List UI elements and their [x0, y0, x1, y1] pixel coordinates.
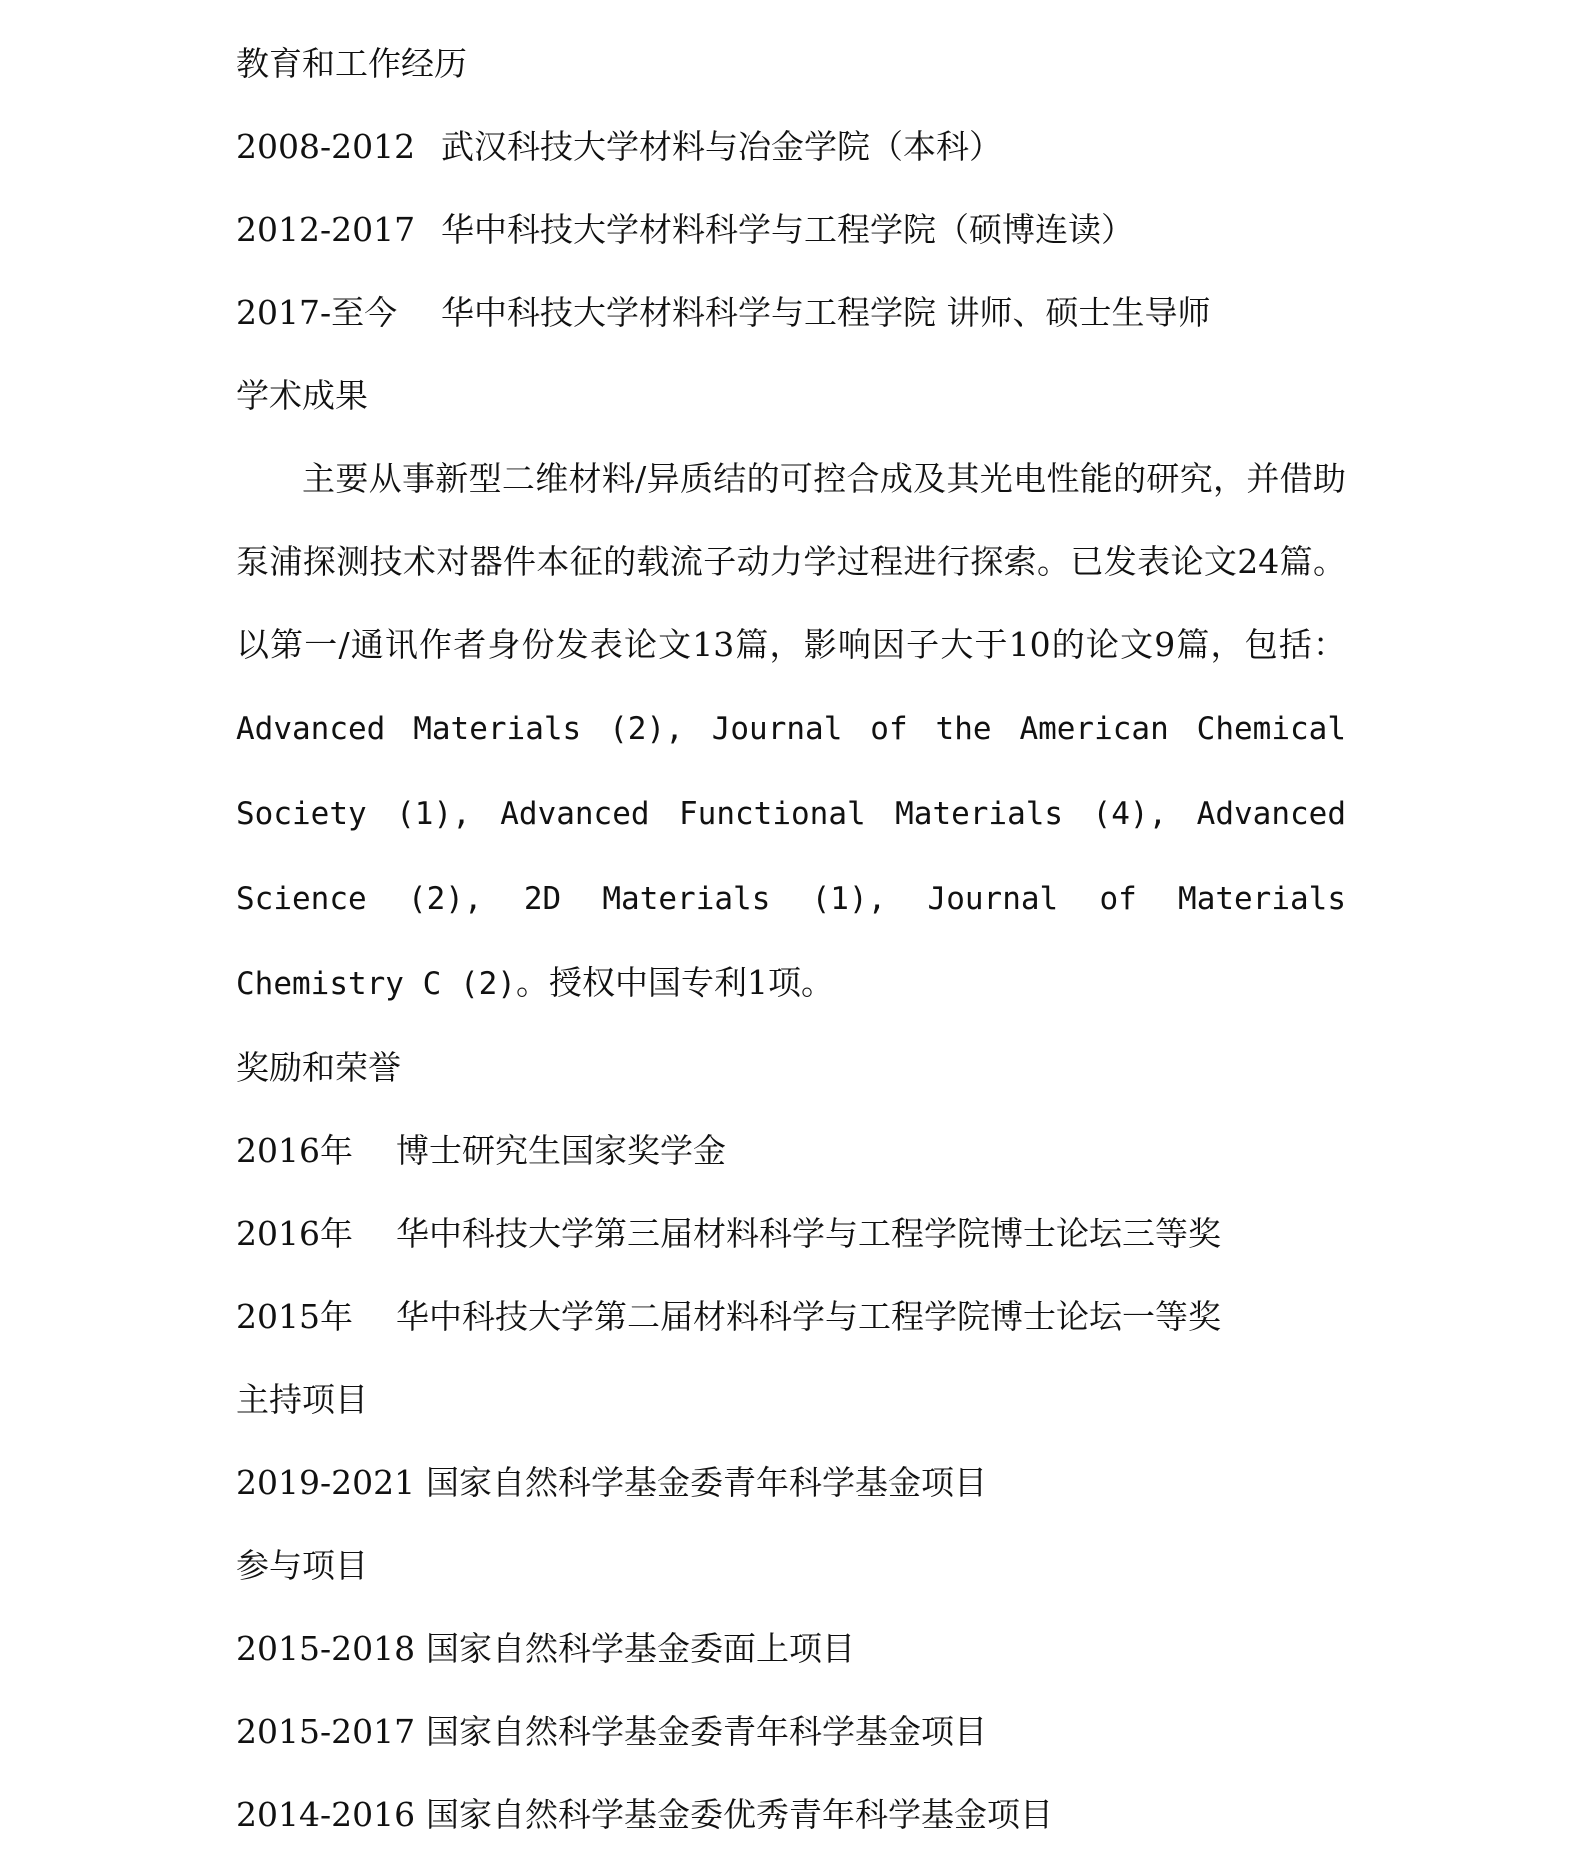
education-text: 武汉科技大学材料与冶金学院（本科） [441, 127, 1002, 166]
award-text: 华中科技大学第二届材料科学与工程学院博士论坛一等奖 [396, 1297, 1221, 1336]
project-years: 2015-2017 [236, 1712, 416, 1751]
hosted-project-entry [236, 1441, 1346, 1524]
achievements-paragraph [236, 437, 1346, 1026]
award-year: 2015年 [236, 1297, 353, 1336]
project-text: 国家自然科学基金委优秀青年科学基金项目 [426, 1795, 1053, 1834]
award-text: 华中科技大学第三届材料科学与工程学院博士论坛三等奖 [396, 1214, 1221, 1253]
project-text: 国家自然科学基金委青年科学基金项目 [426, 1712, 987, 1751]
project-text: 国家自然科学基金委青年科学基金项目 [426, 1463, 987, 1502]
education-entry [236, 105, 1346, 188]
education-years: 2017-至今 [236, 293, 398, 332]
education-entry [236, 188, 1346, 271]
achievements-text-1: 主要从事新型二维材料/异质结的可控合成及其光电性能的研究，并借助泵浦探测技术对器件本征的载流子动力学过程进行探索。已发表论文24篇。以第一/通讯作者身份发表论文13篇，影响因子大于10的论文9篇，包括： [236, 459, 1346, 664]
education-text: 华中科技大学材料科学与工程学院 讲师、硕士生导师 [441, 293, 1211, 332]
achievements-heading: 学术成果 [236, 376, 368, 415]
award-entry [236, 1109, 1346, 1192]
participated-project-entry [236, 1773, 1346, 1856]
education-years: 2008-2012 [236, 127, 416, 166]
participated-projects-heading: 参与项目 [236, 1546, 368, 1585]
document-page [236, 22, 1346, 1856]
achievements-text-2: 。授权中国专利1项。 [515, 963, 834, 1002]
project-years: 2015-2018 [236, 1629, 416, 1668]
award-text: 博士研究生国家奖学金 [396, 1131, 726, 1170]
participated-project-entry [236, 1690, 1346, 1773]
education-text: 华中科技大学材料科学与工程学院（硕博连读） [441, 210, 1134, 249]
project-years: 2019-2021 [236, 1463, 416, 1502]
education-years: 2012-2017 [236, 210, 416, 249]
award-year: 2016年 [236, 1214, 353, 1253]
education-entry [236, 271, 1346, 354]
award-entry [236, 1275, 1346, 1358]
award-entry [236, 1192, 1346, 1275]
award-year: 2016年 [236, 1131, 353, 1170]
project-years: 2014-2016 [236, 1795, 416, 1834]
awards-heading: 奖励和荣誉 [236, 1048, 401, 1087]
journal-list: Advanced Materials (2), Journal of the American Chemical Society (1), Advanced Functional Materials (4), Advanced Science (2), 2D Materials (1), Journal of Materials Chemistry C (2) [236, 711, 1346, 1002]
participated-project-entry [236, 1607, 1346, 1690]
project-text: 国家自然科学基金委面上项目 [426, 1629, 855, 1668]
education-heading: 教育和工作经历 [236, 44, 467, 83]
hosted-projects-heading: 主持项目 [236, 1380, 368, 1419]
